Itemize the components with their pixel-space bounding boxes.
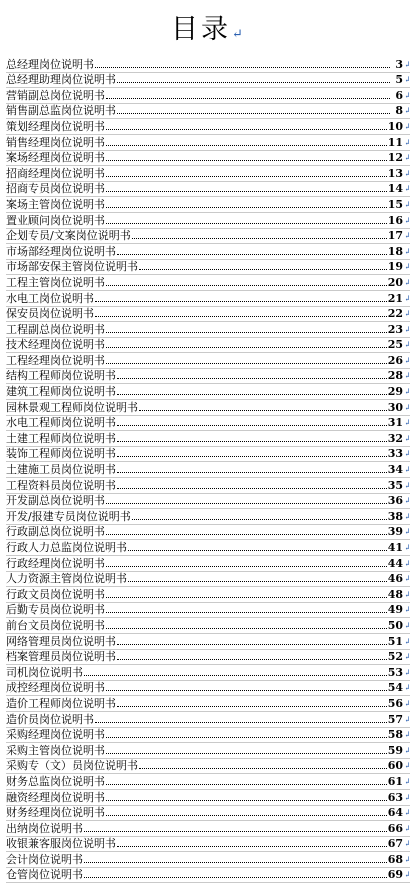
toc-entry-page: 10 xyxy=(387,119,403,133)
paragraph-mark-icon: ↲ xyxy=(404,465,411,475)
dot-leader xyxy=(106,753,387,754)
paragraph-mark-icon: ↲ xyxy=(404,636,411,646)
toc-entry-page: 51 xyxy=(387,634,403,648)
toc-entry[interactable] xyxy=(6,587,410,603)
dot-leader xyxy=(106,191,387,192)
toc-entry[interactable] xyxy=(6,650,410,666)
dot-leader xyxy=(84,831,387,832)
dot-leader xyxy=(117,472,387,473)
paragraph-mark-icon: ↲ xyxy=(404,355,411,365)
toc-entry[interactable] xyxy=(6,135,410,151)
dot-leader xyxy=(139,768,387,769)
toc-entry[interactable] xyxy=(6,556,410,572)
dot-leader xyxy=(106,566,387,567)
toc-entry[interactable] xyxy=(6,618,410,634)
toc-entry[interactable] xyxy=(6,696,410,712)
toc-entry[interactable] xyxy=(6,88,410,104)
toc-entry-page: 41 xyxy=(387,541,403,554)
paragraph-mark-icon: ↲ xyxy=(404,792,411,802)
toc-entry-label: 招商专员岗位说明书 xyxy=(6,182,105,196)
paragraph-mark-icon: ↲ xyxy=(404,137,411,147)
dot-leader xyxy=(132,238,387,239)
toc-entry-label: 营销副总岗位说明书 xyxy=(6,88,105,102)
dot-leader xyxy=(106,347,387,348)
dot-leader xyxy=(106,160,387,161)
dot-leader xyxy=(106,363,387,364)
toc-entry-label: 土建施工员岗位说明书 xyxy=(6,463,116,477)
toc-entry[interactable] xyxy=(6,540,410,556)
toc-entry-label: 工程副总岗位说明书 xyxy=(6,322,105,336)
dot-leader xyxy=(128,550,387,551)
dot-leader xyxy=(95,316,387,317)
paragraph-mark-icon: ↲ xyxy=(404,402,411,412)
paragraph-mark-icon: ↲ xyxy=(404,449,411,459)
toc-entry-page: 49 xyxy=(387,603,403,617)
toc-entry-label: 财务经理岗位说明书 xyxy=(6,806,105,820)
toc-entry-page: 50 xyxy=(387,618,403,632)
paragraph-mark-icon: ↲ xyxy=(404,371,411,381)
toc-entry-page: 20 xyxy=(387,275,403,289)
toc-entry-page: 39 xyxy=(387,525,403,539)
toc-entry-page: 36 xyxy=(387,494,403,508)
toc-entry[interactable] xyxy=(6,369,410,385)
toc-entry[interactable] xyxy=(6,603,410,619)
paragraph-mark-icon: ↲ xyxy=(404,683,411,693)
toc-entry[interactable] xyxy=(6,104,410,120)
toc-entry-page: 18 xyxy=(387,244,403,258)
toc-entry[interactable] xyxy=(6,244,410,260)
paragraph-mark-icon: ↲ xyxy=(404,730,411,740)
toc-entry-page: 33 xyxy=(387,447,403,461)
toc-entry-label: 招商经理岗位说明书 xyxy=(6,166,105,180)
toc-entry-label: 融资经理岗位说明书 xyxy=(6,790,105,804)
toc-entry-page: 19 xyxy=(387,260,403,274)
toc-entry-page: 56 xyxy=(387,696,403,710)
dot-leader xyxy=(117,441,387,442)
toc-entry[interactable] xyxy=(6,338,410,354)
toc-entry-label: 销售副总监岗位说明书 xyxy=(6,104,116,118)
toc-entry-page: 22 xyxy=(387,307,403,321)
toc-entry-page: 17 xyxy=(387,229,403,243)
toc-entry-label: 总经理岗位说明书 xyxy=(6,57,94,71)
toc-entry[interactable] xyxy=(6,478,410,494)
toc-entry-label: 土建工程师岗位说明书 xyxy=(6,431,116,445)
paragraph-mark-icon: ↲ xyxy=(404,324,411,334)
table-of-contents xyxy=(6,57,410,883)
dot-leader xyxy=(95,301,387,302)
dot-leader xyxy=(106,534,387,535)
dot-leader xyxy=(117,378,387,379)
dot-leader xyxy=(106,223,387,224)
toc-entry-page: 67 xyxy=(387,837,403,851)
toc-entry[interactable] xyxy=(6,431,410,447)
toc-entry[interactable] xyxy=(6,166,410,182)
dot-leader xyxy=(128,581,387,582)
dot-leader xyxy=(117,846,387,847)
toc-entry[interactable] xyxy=(6,57,410,73)
toc-entry[interactable] xyxy=(6,681,410,697)
toc-entry-page: 44 xyxy=(387,556,403,570)
toc-entry[interactable] xyxy=(6,213,410,229)
paragraph-mark-icon: ↲ xyxy=(404,387,411,397)
toc-entry[interactable] xyxy=(6,774,410,790)
toc-entry-label: 技术经理岗位说明书 xyxy=(6,338,105,352)
toc-entry-page: 68 xyxy=(387,852,403,866)
toc-entry[interactable] xyxy=(6,275,410,291)
toc-entry-label: 前台文员岗位说明书 xyxy=(6,618,105,632)
toc-entry-label: 市场部经理岗位说明书 xyxy=(6,244,116,258)
toc-entry[interactable] xyxy=(6,416,410,432)
paragraph-mark-icon: ↲ xyxy=(404,480,411,490)
toc-entry-label: 工程主管岗位说明书 xyxy=(6,275,105,289)
paragraph-mark-icon: ↲ xyxy=(404,574,411,584)
dot-leader xyxy=(106,690,387,691)
toc-entry-page: 16 xyxy=(387,213,403,227)
paragraph-mark-icon: ↲ xyxy=(404,870,411,880)
toc-entry-label: 案场经理岗位说明书 xyxy=(6,151,105,165)
toc-entry-page: 52 xyxy=(387,650,403,664)
toc-entry-page: 12 xyxy=(387,151,403,165)
toc-entry[interactable] xyxy=(6,260,410,276)
paragraph-mark-icon: ↲ xyxy=(404,75,411,85)
toc-entry-label: 置业顾问岗位说明书 xyxy=(6,213,105,227)
dot-leader xyxy=(95,67,390,68)
toc-entry-label: 园林景观工程师岗位说明书 xyxy=(6,400,138,414)
toc-entry-page: 14 xyxy=(387,182,403,196)
paragraph-mark-icon: ↲ xyxy=(404,184,411,194)
toc-entry-label: 开发/报建专员岗位说明书 xyxy=(6,509,131,523)
paragraph-mark-icon: ↲ xyxy=(404,714,411,724)
toc-entry-page: 34 xyxy=(387,463,403,477)
toc-entry[interactable] xyxy=(6,868,410,884)
toc-entry-label: 工程资料员岗位说明书 xyxy=(6,478,116,492)
paragraph-mark-icon: ↲ xyxy=(404,309,411,319)
toc-entry-label: 司机岗位说明书 xyxy=(6,665,83,679)
dot-leader xyxy=(84,675,387,676)
toc-entry-page: 61 xyxy=(387,774,403,788)
dot-leader xyxy=(106,800,387,801)
dot-leader xyxy=(117,644,387,645)
dot-leader xyxy=(117,425,387,426)
toc-entry[interactable] xyxy=(6,384,410,400)
paragraph-mark-icon: ↲ xyxy=(404,854,411,864)
toc-entry-label: 保安员岗位说明书 xyxy=(6,307,94,321)
toc-entry-page: 35 xyxy=(387,478,403,492)
toc-entry-page: 54 xyxy=(387,681,403,695)
toc-entry-page: 5 xyxy=(395,73,403,87)
dot-leader xyxy=(117,706,387,707)
paragraph-mark-icon: ↲ xyxy=(404,511,411,521)
toc-entry[interactable] xyxy=(6,151,410,167)
paragraph-mark-icon: ↲ xyxy=(404,340,411,350)
toc-heading xyxy=(0,12,414,52)
toc-entry[interactable] xyxy=(6,806,410,822)
toc-entry[interactable] xyxy=(6,462,410,478)
paragraph-mark-icon: ↲ xyxy=(404,90,411,100)
toc-entry-label: 造价员岗位说明书 xyxy=(6,712,94,726)
paragraph-mark-icon: ↲ xyxy=(404,199,411,209)
toc-entry-page: 6 xyxy=(395,88,403,102)
dot-leader xyxy=(106,503,387,504)
toc-entry-label: 仓管岗位说明书 xyxy=(6,868,83,882)
page-title: 目录 xyxy=(171,14,232,45)
toc-entry[interactable] xyxy=(6,665,410,681)
toc-entry-label: 收银兼客服岗位说明书 xyxy=(6,837,116,851)
dot-leader xyxy=(106,612,387,613)
toc-entry-page: 58 xyxy=(387,728,403,742)
toc-entry[interactable] xyxy=(6,229,410,245)
toc-entry[interactable] xyxy=(6,728,410,744)
paragraph-mark-icon: ↲ xyxy=(404,277,411,287)
toc-entry-page: 21 xyxy=(387,291,403,305)
paragraph-mark-icon: ↲ xyxy=(404,153,411,163)
paragraph-mark-icon: ↲ xyxy=(404,262,411,272)
paragraph-mark-icon: ↲ xyxy=(404,433,411,443)
toc-entry-page: 32 xyxy=(387,431,403,445)
toc-entry-page: 8 xyxy=(395,104,403,118)
paragraph-mark-icon: ↲ xyxy=(404,59,411,69)
dot-leader xyxy=(139,269,387,270)
toc-entry[interactable] xyxy=(6,400,410,416)
dot-leader xyxy=(106,207,387,208)
toc-entry-label: 造价工程师岗位说明书 xyxy=(6,696,116,710)
paragraph-mark-icon: ↲ xyxy=(404,808,411,818)
toc-entry[interactable] xyxy=(6,572,410,588)
toc-entry-label: 财务总监岗位说明书 xyxy=(6,774,105,788)
toc-entry-page: 64 xyxy=(387,806,403,820)
toc-entry-label: 采购经理岗位说明书 xyxy=(6,728,105,742)
paragraph-mark-icon: ↲ xyxy=(404,698,411,708)
toc-entry-page: 59 xyxy=(387,743,403,757)
toc-entry[interactable] xyxy=(6,119,410,135)
toc-entry[interactable] xyxy=(6,291,410,307)
dot-leader xyxy=(117,659,387,660)
toc-entry[interactable] xyxy=(6,73,410,89)
dot-leader xyxy=(106,145,387,146)
toc-entry-label: 总经理助理岗位说明书 xyxy=(6,73,116,87)
dot-leader xyxy=(117,488,387,489)
toc-entry-label: 结构工程师岗位说明书 xyxy=(6,369,116,383)
dot-leader xyxy=(106,597,387,598)
toc-entry-label: 水电工岗位说明书 xyxy=(6,291,94,305)
dot-leader xyxy=(106,737,387,738)
paragraph-mark-icon: ↵ xyxy=(232,27,243,42)
paragraph-mark-icon: ↲ xyxy=(404,527,411,537)
toc-entry-label: 案场主管岗位说明书 xyxy=(6,197,105,211)
dot-leader xyxy=(84,877,387,878)
toc-entry-label: 水电工程师岗位说明书 xyxy=(6,416,116,430)
toc-entry-label: 开发副总岗位说明书 xyxy=(6,494,105,508)
dot-leader xyxy=(84,862,387,863)
paragraph-mark-icon: ↲ xyxy=(404,246,411,256)
paragraph-mark-icon: ↲ xyxy=(404,543,411,552)
toc-entry[interactable] xyxy=(6,790,410,806)
toc-entry-page: 69 xyxy=(387,868,403,882)
toc-entry-page: 15 xyxy=(387,197,403,211)
paragraph-mark-icon: ↲ xyxy=(404,121,411,131)
toc-entry-page: 53 xyxy=(387,665,403,679)
toc-entry-page: 60 xyxy=(387,759,403,773)
toc-entry-page: 29 xyxy=(387,385,403,399)
paragraph-mark-icon: ↲ xyxy=(404,231,411,241)
toc-entry-label: 网络管理员岗位说明书 xyxy=(6,634,116,648)
toc-entry-label: 销售经理岗位说明书 xyxy=(6,135,105,149)
dot-leader xyxy=(95,722,387,723)
toc-entry-page: 31 xyxy=(387,416,403,430)
dot-leader xyxy=(139,410,387,411)
toc-entry-label: 档案管理员岗位说明书 xyxy=(6,650,116,664)
paragraph-mark-icon: ↲ xyxy=(404,839,411,849)
toc-entry[interactable] xyxy=(6,447,410,463)
paragraph-mark-icon: ↲ xyxy=(404,558,411,568)
toc-entry[interactable] xyxy=(6,307,410,323)
dot-leader xyxy=(106,285,387,286)
toc-entry-label: 会计岗位说明书 xyxy=(6,852,83,866)
toc-entry-label: 后勤专员岗位说明书 xyxy=(6,603,105,617)
paragraph-mark-icon: ↲ xyxy=(404,667,411,677)
toc-entry-page: 26 xyxy=(387,353,403,367)
paragraph-mark-icon: ↲ xyxy=(404,776,411,786)
toc-entry[interactable] xyxy=(6,821,410,837)
toc-entry-page: 38 xyxy=(387,509,403,523)
dot-leader xyxy=(106,176,387,177)
dot-leader xyxy=(106,815,387,816)
paragraph-mark-icon: ↲ xyxy=(404,745,411,755)
dot-leader xyxy=(117,394,387,395)
paragraph-mark-icon: ↲ xyxy=(404,106,411,116)
toc-entry-label: 建筑工程师岗位说明书 xyxy=(6,385,116,399)
toc-entry[interactable] xyxy=(6,712,410,728)
toc-entry-label: 出纳岗位说明书 xyxy=(6,821,83,835)
toc-entry-page: 48 xyxy=(387,587,403,601)
paragraph-mark-icon: ↲ xyxy=(404,496,411,506)
toc-entry-page: 11 xyxy=(387,135,403,149)
toc-entry-label: 行政经理岗位说明书 xyxy=(6,556,105,570)
toc-entry-label: 工程经理岗位说明书 xyxy=(6,353,105,367)
paragraph-mark-icon: ↲ xyxy=(404,620,411,630)
toc-entry-label: 市场部安保主管岗位说明书 xyxy=(6,260,138,274)
paragraph-mark-icon: ↲ xyxy=(404,605,411,615)
paragraph-mark-icon: ↲ xyxy=(404,589,411,599)
toc-entry-page: 3 xyxy=(395,57,403,71)
toc-entry[interactable] xyxy=(6,759,410,775)
paragraph-mark-icon: ↲ xyxy=(404,168,411,178)
toc-entry-label: 行政文员岗位说明书 xyxy=(6,587,105,601)
dot-leader xyxy=(117,254,387,255)
toc-entry[interactable] xyxy=(6,509,410,525)
toc-entry-page: 63 xyxy=(387,790,403,804)
dot-leader xyxy=(106,129,387,130)
dot-leader xyxy=(106,628,387,629)
toc-entry-label: 成控经理岗位说明书 xyxy=(6,681,105,695)
toc-entry-page: 25 xyxy=(387,338,403,352)
toc-entry[interactable] xyxy=(6,525,410,541)
dot-leader xyxy=(132,519,387,520)
toc-entry-label: 装饰工程师岗位说明书 xyxy=(6,447,116,461)
toc-entry-label: 企划专员/文案岗位说明书 xyxy=(6,229,131,243)
toc-entry[interactable] xyxy=(6,322,410,338)
dot-leader xyxy=(117,113,390,114)
paragraph-mark-icon: ↲ xyxy=(404,761,411,771)
dot-leader xyxy=(106,332,387,333)
dot-leader xyxy=(106,784,387,785)
toc-entry[interactable] xyxy=(6,743,410,759)
toc-entry-page: 30 xyxy=(387,400,403,414)
dot-leader xyxy=(117,82,390,83)
toc-entry-page: 28 xyxy=(387,369,403,383)
toc-entry-label: 采购专（文）员岗位说明书 xyxy=(6,759,138,773)
toc-entry-page: 66 xyxy=(387,821,403,835)
toc-entry[interactable] xyxy=(6,634,410,650)
toc-entry-label: 人力资源主管岗位说明书 xyxy=(6,572,127,586)
toc-entry-page: 13 xyxy=(387,166,403,180)
toc-entry[interactable] xyxy=(6,837,410,853)
paragraph-mark-icon: ↲ xyxy=(404,823,411,833)
toc-entry-page: 23 xyxy=(387,322,403,336)
paragraph-mark-icon: ↲ xyxy=(404,652,411,662)
toc-entry[interactable] xyxy=(6,182,410,198)
paragraph-mark-icon: ↲ xyxy=(404,418,411,428)
toc-entry[interactable] xyxy=(6,197,410,213)
dot-leader xyxy=(117,456,387,457)
toc-entry-page: 57 xyxy=(387,712,403,726)
dot-leader xyxy=(106,98,390,99)
paragraph-mark-icon: ↲ xyxy=(404,293,411,303)
paragraph-mark-icon: ↲ xyxy=(404,215,411,225)
toc-entry[interactable] xyxy=(6,494,410,510)
toc-entry-label: 行政副总岗位说明书 xyxy=(6,525,105,539)
toc-entry-page: 46 xyxy=(387,572,403,586)
toc-entry[interactable] xyxy=(6,353,410,369)
toc-entry-label: 策划经理岗位说明书 xyxy=(6,119,105,133)
toc-entry-label: 行政人力总监岗位说明书 xyxy=(6,541,127,554)
toc-entry[interactable] xyxy=(6,852,410,868)
toc-entry-label: 采购主管岗位说明书 xyxy=(6,743,105,757)
